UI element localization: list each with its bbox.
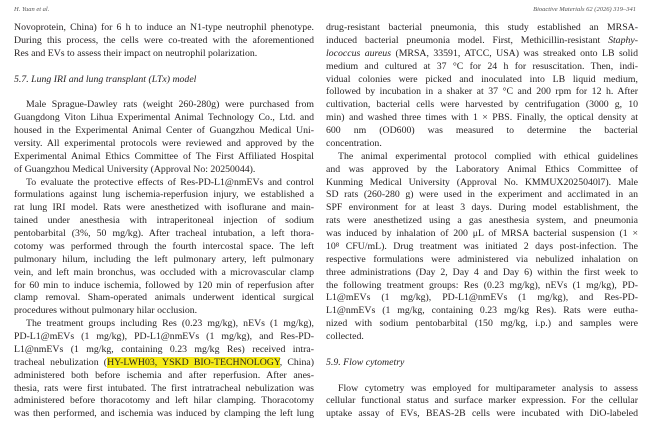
text-line xyxy=(326,267,638,280)
left-text-column xyxy=(14,22,314,421)
line-text-tail: , China) xyxy=(279,356,314,368)
line-text: min) and washed three times with 1 × PBS. Finally, the optical density at xyxy=(326,112,638,124)
text-line xyxy=(14,344,314,357)
text-line xyxy=(14,408,314,421)
text-line xyxy=(326,22,638,35)
line-text: induced bacterial pneumonia model. First, Methicillin-resistant xyxy=(326,34,609,46)
text-line xyxy=(14,164,314,177)
text-line xyxy=(326,305,638,318)
section-heading xyxy=(14,74,314,87)
text-line xyxy=(14,125,314,138)
text-line xyxy=(326,228,638,241)
line-text: concentration. xyxy=(326,137,382,149)
line-text: was induced by inhalation of 200 μL of MRSA bacterial suspension (1 × xyxy=(326,228,638,239)
text-line xyxy=(14,177,314,190)
line-text: Male Sprague-Dawley rats (weight 260-280g) were purchased from xyxy=(26,99,314,111)
text-line xyxy=(14,383,314,396)
line-text: PD-L1@mEVs (1 mg/kg), PD-L1@nmEVs (1 mg/kg), and Res-PD- xyxy=(14,331,314,342)
text-line xyxy=(14,112,314,125)
text-line xyxy=(14,267,314,280)
text-line xyxy=(326,408,638,421)
running-header-authors: H. Yuan et al. xyxy=(14,6,50,13)
line-text: rat lung IRI model. Rats were anesthetized with isoflurane and main- xyxy=(14,202,314,214)
line-text: administered both before ischemia and after reperfusion. After anes- xyxy=(14,369,314,381)
text-line xyxy=(14,370,314,383)
text-line xyxy=(326,215,638,228)
text-line xyxy=(326,125,638,138)
line-text: pentobarbital (3%, 50 mg/kg). After tracheal intubation, a left thora- xyxy=(14,228,314,239)
text-line xyxy=(326,331,638,344)
line-text: three administrations (Day 2, Day 4 and Day 6) within the first week to xyxy=(326,266,638,278)
paragraph-gap xyxy=(14,86,314,99)
line-text: uptake assay of EVs, BEAS-2B cells were incubated with DiO-labeled xyxy=(326,408,638,420)
line-text: procedures without pulmonary hilar occlusion. xyxy=(14,305,198,317)
italic-text: lococcus aureus xyxy=(326,47,392,59)
line-text: medium and cultured at 37 °C for 24 h for resuscitation. Then, indi- xyxy=(326,60,638,72)
text-line xyxy=(326,292,638,305)
line-text: administered before thoracotomy and left hilar clamping. Thoracotomy xyxy=(14,395,314,407)
line-text: collected. xyxy=(326,331,364,342)
text-line xyxy=(14,202,314,215)
line-text: rats were anesthetized using a gas anesthesia system, and pneumonia xyxy=(326,215,638,227)
line-text: cultivation, bacterial cells were harvested by centrifugation (3000 g, 10 xyxy=(326,99,638,111)
text-line xyxy=(14,99,314,112)
text-line xyxy=(326,202,638,215)
line-text: followed by incubation in a shaker at 37 °C and 200 rpm for 12 h. After xyxy=(326,86,638,98)
line-text: Novoprotein, China) for 6 h to induce an N1-type neutrophil phenotype. xyxy=(14,22,314,33)
line-text: The treatment groups including Res (0.23 mg/kg), nEVs (1 mg/kg), xyxy=(26,318,314,330)
line-text: formulations against lung ischemia-reperfusion injury, we established a xyxy=(14,189,314,201)
line-text: and was approved by the Laboratory Animal Ethics Committee of xyxy=(326,163,638,175)
line-text: tracheal nebulization ( xyxy=(14,356,108,368)
line-text: 10⁸ CFU/mL). Drug treatment was initiated 2 days post-infection. The xyxy=(326,240,638,252)
line-text: 5.9. Flow cytometry xyxy=(326,356,405,368)
text-line xyxy=(14,151,314,164)
text-line xyxy=(14,138,314,151)
text-line xyxy=(14,318,314,331)
line-text: was then performed, and ischemia was induced by clamping the left lung xyxy=(14,408,314,420)
text-line xyxy=(14,22,314,35)
text-line xyxy=(326,254,638,267)
text-line xyxy=(326,35,638,48)
text-line xyxy=(14,254,314,267)
text-line xyxy=(326,177,638,190)
line-text: versity. All experimental protocols were reviewed and approved by the xyxy=(14,137,314,149)
text-line xyxy=(326,189,638,202)
line-text: To evaluate the protective effects of Res-PD-L1@nmEVs and control xyxy=(26,176,314,188)
text-line xyxy=(326,99,638,112)
line-text: pulmonary hilum, including the left pulmonary artery, left pulmonary xyxy=(14,253,314,265)
text-line xyxy=(326,61,638,74)
highlighted-text: HY-LWH03, YSKD BIO-TECHNOLOGY xyxy=(107,356,280,368)
text-line xyxy=(326,138,638,151)
line-text-tail: (MRSA, 33591, ATCC, USA) was streaked onto LB solid xyxy=(391,47,638,59)
line-text: 5.7. Lung IRI and lung transplant (LTx) model xyxy=(14,73,197,85)
text-line xyxy=(326,241,638,254)
line-text: The animal experimental protocol complied with ethical guidelines xyxy=(338,150,638,162)
text-line xyxy=(14,189,314,202)
text-line xyxy=(14,331,314,344)
text-line xyxy=(14,305,314,318)
line-text: vidual colonies were picked and inoculated into LB liquid medium, xyxy=(326,73,638,85)
line-text: SPF environment for at least 3 days. During model establishment, the xyxy=(326,202,638,214)
line-text: L1@nmEVs (1 mg/kg, containing 0.23 mg/kg Res). Rats were eutha- xyxy=(326,305,638,317)
line-text: L1@nmEVs (1 mg/kg, containing 0.23 mg/kg Res) received intra- xyxy=(14,343,314,355)
section-heading xyxy=(326,357,638,370)
line-text: thesia, rats were first intubated. The first intratracheal nebulization was xyxy=(14,382,314,394)
text-line xyxy=(14,395,314,408)
line-text: Res and EVs to assess their impact on neutrophil polarization. xyxy=(14,47,258,59)
text-line xyxy=(14,228,314,241)
line-text: housed in the Experimental Animal Center of Guangzhou Medical Uni- xyxy=(14,125,314,136)
text-line xyxy=(14,215,314,228)
line-text: SD rats (260-280 g) were used in the experiment and acclimated in an xyxy=(326,189,638,201)
paragraph-gap xyxy=(326,370,638,383)
line-text: tained under anesthesia with intraperitoneal injection of sodium xyxy=(14,215,314,227)
text-line xyxy=(326,383,638,396)
line-text: 600 nm (OD600) was measured to determine the bacterial xyxy=(326,125,638,136)
text-line xyxy=(14,241,314,254)
text-line xyxy=(326,74,638,87)
line-text: of Guangzhou Medical University (Approval No: 20250044). xyxy=(14,163,256,175)
line-text: vein, and left main bronchus, was occluded with a microvascular clamp xyxy=(14,266,314,278)
line-text: respective formulations were administered via nebulized inhalation on xyxy=(326,253,638,265)
line-text: Kunming Medical University (Approval No. KMMUX2025040l7). Male xyxy=(326,176,638,188)
line-text: nized with sodium pentobarbital (150 mg/kg, i.p.) and samples were xyxy=(326,318,638,330)
line-text: Guangdong Viton Lihua Experimental Animal Technology Co., Ltd. and xyxy=(14,112,314,124)
paragraph-gap xyxy=(326,344,638,357)
line-text: cellular functional status and surface marker expression. For the cellular xyxy=(326,395,638,407)
text-line xyxy=(14,280,314,293)
text-line xyxy=(14,357,314,370)
line-text: for 60 min to induce ischemia, followed by 120 min of reperfusion after xyxy=(14,279,314,291)
text-line xyxy=(326,151,638,164)
text-line xyxy=(14,35,314,48)
text-line xyxy=(326,318,638,331)
paragraph-gap xyxy=(14,61,314,74)
text-line xyxy=(326,112,638,125)
line-text: During this process, the cells were co-treated with the aforementioned xyxy=(14,34,314,46)
line-text: the following treatment groups: Res (0.23 mg/kg), nEVs (1 mg/kg), PD- xyxy=(326,279,638,291)
text-line xyxy=(326,86,638,99)
text-line xyxy=(14,292,314,305)
line-text: drug-resistant bacterial pneumonia, this study established an MRSA- xyxy=(326,22,638,33)
text-line xyxy=(326,280,638,293)
text-line xyxy=(326,164,638,177)
line-text: Flow cytometry was employed for multiparameter analysis to assess xyxy=(338,382,638,394)
italic-text: Staphy- xyxy=(608,34,638,46)
right-text-column xyxy=(326,22,638,421)
line-text: cotomy was performed through the fourth intercostal space. The left xyxy=(14,240,314,252)
line-text: L1@mEVs (1 mg/kg), PD-L1@nmEVs (1 mg/kg), and Res-PD- xyxy=(326,292,638,304)
text-line xyxy=(326,48,638,61)
running-header-journal: Bioactive Materials 62 (2026) 319–341 xyxy=(533,6,636,13)
text-line xyxy=(14,48,314,61)
line-text: clamp removal. Sham-operated animals underwent identical surgical xyxy=(14,292,314,304)
line-text: Experimental Animal Ethics Committee of The First Affiliated Hospital xyxy=(14,150,314,162)
text-line xyxy=(326,395,638,408)
